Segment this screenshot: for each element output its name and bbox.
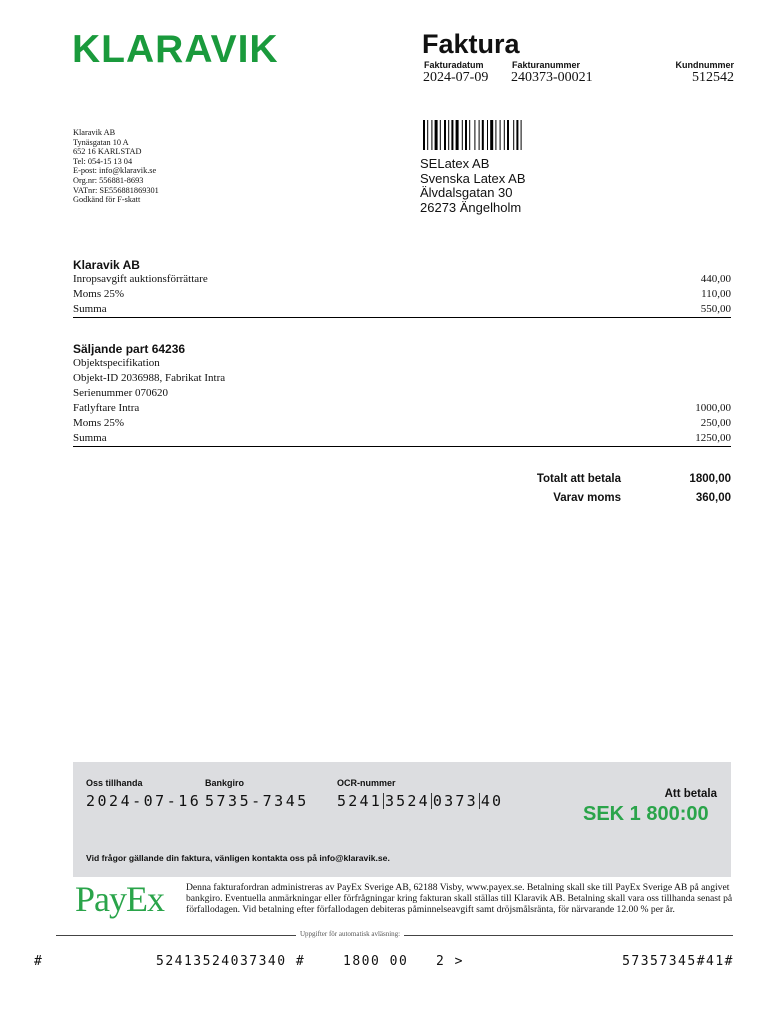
recipient-line: Svenska Latex AB bbox=[420, 170, 526, 186]
recipient-line: 26273 Ängelholm bbox=[420, 199, 522, 215]
document-title: Faktura bbox=[422, 29, 520, 59]
ocr-part: 40 bbox=[480, 792, 504, 810]
line-item bbox=[73, 416, 731, 431]
line-item-label: Fatlyftare Intra bbox=[73, 402, 140, 414]
line-item-value: 440,00 bbox=[700, 273, 731, 285]
amount-due: SEK 1 800:00 bbox=[583, 803, 709, 825]
line-item-label: Moms 25% bbox=[73, 288, 125, 300]
subtotal-row bbox=[73, 302, 731, 318]
total-value: 1800,00 bbox=[689, 473, 731, 485]
recipient-line: Älvdalsgatan 30 bbox=[420, 185, 513, 200]
invoice-date-label: Fakturadatum bbox=[424, 60, 484, 70]
sender-line: Org.nr: 556881-8693 bbox=[73, 175, 144, 185]
contact-note: Vid frågor gällande din faktura, vänligen kontakta oss på info@klaravik.se. bbox=[86, 853, 390, 863]
customer-number: 512542 bbox=[692, 70, 734, 85]
ocr-reading-label: Uppgifter för automatisk avläsning: bbox=[296, 930, 404, 939]
spec-line: Objekt-ID 2036988, Fabrikat Intra bbox=[73, 372, 226, 384]
klaravik-logo: KLARAVIK bbox=[72, 28, 279, 71]
due-date: 2024-07-16 bbox=[86, 792, 202, 810]
invoice-number-label: Fakturanummer bbox=[512, 60, 581, 70]
sender-line: Tel: 054-15 13 04 bbox=[73, 156, 133, 166]
line-item bbox=[73, 287, 731, 302]
line-item-value: 1000,00 bbox=[695, 402, 731, 414]
line-item-value: 250,00 bbox=[700, 417, 731, 429]
vat-value: 360,00 bbox=[695, 492, 731, 504]
section-title: Klaravik AB bbox=[73, 258, 140, 272]
ocr-number bbox=[337, 792, 503, 810]
bankgiro-number: 5735-7345 bbox=[205, 792, 309, 810]
ocr-amount: 1800 00 bbox=[343, 954, 409, 969]
ocr-reference: 52413524037340 # bbox=[156, 954, 306, 969]
payex-disclaimer: Denna fakturafordran administreras av PayEx Sverige AB, 62188 Visby, www.payex.se. Betalning skall ske till PayEx Sverige AB på angivet bankgiro. Eventuella anmärkningar eller förfrågningar kring fakturan skall ställas till Klaravik AB. Betalning skall vara oss tillhanda senast på förfallodagen. Vid betalning efter förfallodagen debiteras påminnelseavgift samt dröjsmålsränta, för närvarande 12.00 % per år. bbox=[186, 882, 733, 915]
line-item bbox=[73, 401, 731, 416]
line-item-value: 1250,00 bbox=[695, 432, 731, 444]
recipient-line: SELatex AB bbox=[420, 156, 490, 171]
total-row bbox=[441, 470, 731, 489]
sender-address bbox=[73, 128, 159, 205]
ocr-part: 0373 bbox=[432, 792, 478, 810]
ocr-part: 3524 bbox=[384, 792, 430, 810]
vat-label: Varav moms bbox=[553, 492, 621, 504]
ocr-hash: # bbox=[34, 954, 44, 969]
amount-due-label: Att betala bbox=[664, 788, 717, 800]
sender-line: E-post: info@klaravik.se bbox=[73, 166, 157, 176]
sender-line: VATnr: SE556881869301 bbox=[73, 185, 159, 195]
vat-row bbox=[441, 489, 731, 508]
ocr-check: 2 > bbox=[436, 954, 464, 969]
ocr-part: 5241 bbox=[337, 792, 382, 810]
payex-logo: PayEx bbox=[75, 879, 164, 919]
section-klaravik bbox=[73, 258, 731, 318]
line-item-value: 110,00 bbox=[701, 288, 731, 300]
line-item-label: Inropsavgift auktionsförrättare bbox=[73, 273, 208, 285]
line-item-label: Moms 25% bbox=[73, 417, 125, 429]
invoice-number: 240373-00021 bbox=[511, 70, 593, 85]
sender-line: Godkänd för F-skatt bbox=[73, 195, 141, 205]
section-seller bbox=[73, 342, 731, 447]
totals bbox=[441, 470, 731, 508]
line-item-label: Summa bbox=[73, 303, 107, 315]
sender-line: Tynäsgatan 10 A bbox=[73, 137, 129, 147]
customer-number-label: Kundnummer bbox=[675, 60, 734, 70]
spec-line: Serienummer 070620 bbox=[73, 387, 169, 399]
bankgiro-label: Bankgiro bbox=[205, 778, 245, 788]
spec-line: Objektspecifikation bbox=[73, 357, 160, 369]
recipient-address bbox=[420, 157, 526, 215]
subtotal-row bbox=[73, 431, 731, 447]
total-label: Totalt att betala bbox=[536, 473, 621, 485]
section-title: Säljande part 64236 bbox=[73, 342, 186, 356]
invoice-date: 2024-07-09 bbox=[423, 70, 489, 85]
sender-line: 652 16 KARLSTAD bbox=[73, 147, 142, 157]
ocr-label: OCR-nummer bbox=[337, 778, 396, 788]
payment-slip bbox=[73, 762, 731, 877]
line-item-label: Summa bbox=[73, 432, 107, 444]
due-date-label: Oss tillhanda bbox=[86, 778, 143, 788]
line-item-value: 550,00 bbox=[700, 303, 731, 315]
ocr-account: 57357345#41# bbox=[622, 954, 734, 969]
line-item bbox=[73, 272, 731, 287]
barcode bbox=[423, 120, 546, 150]
sender-line: Klaravik AB bbox=[73, 128, 116, 137]
